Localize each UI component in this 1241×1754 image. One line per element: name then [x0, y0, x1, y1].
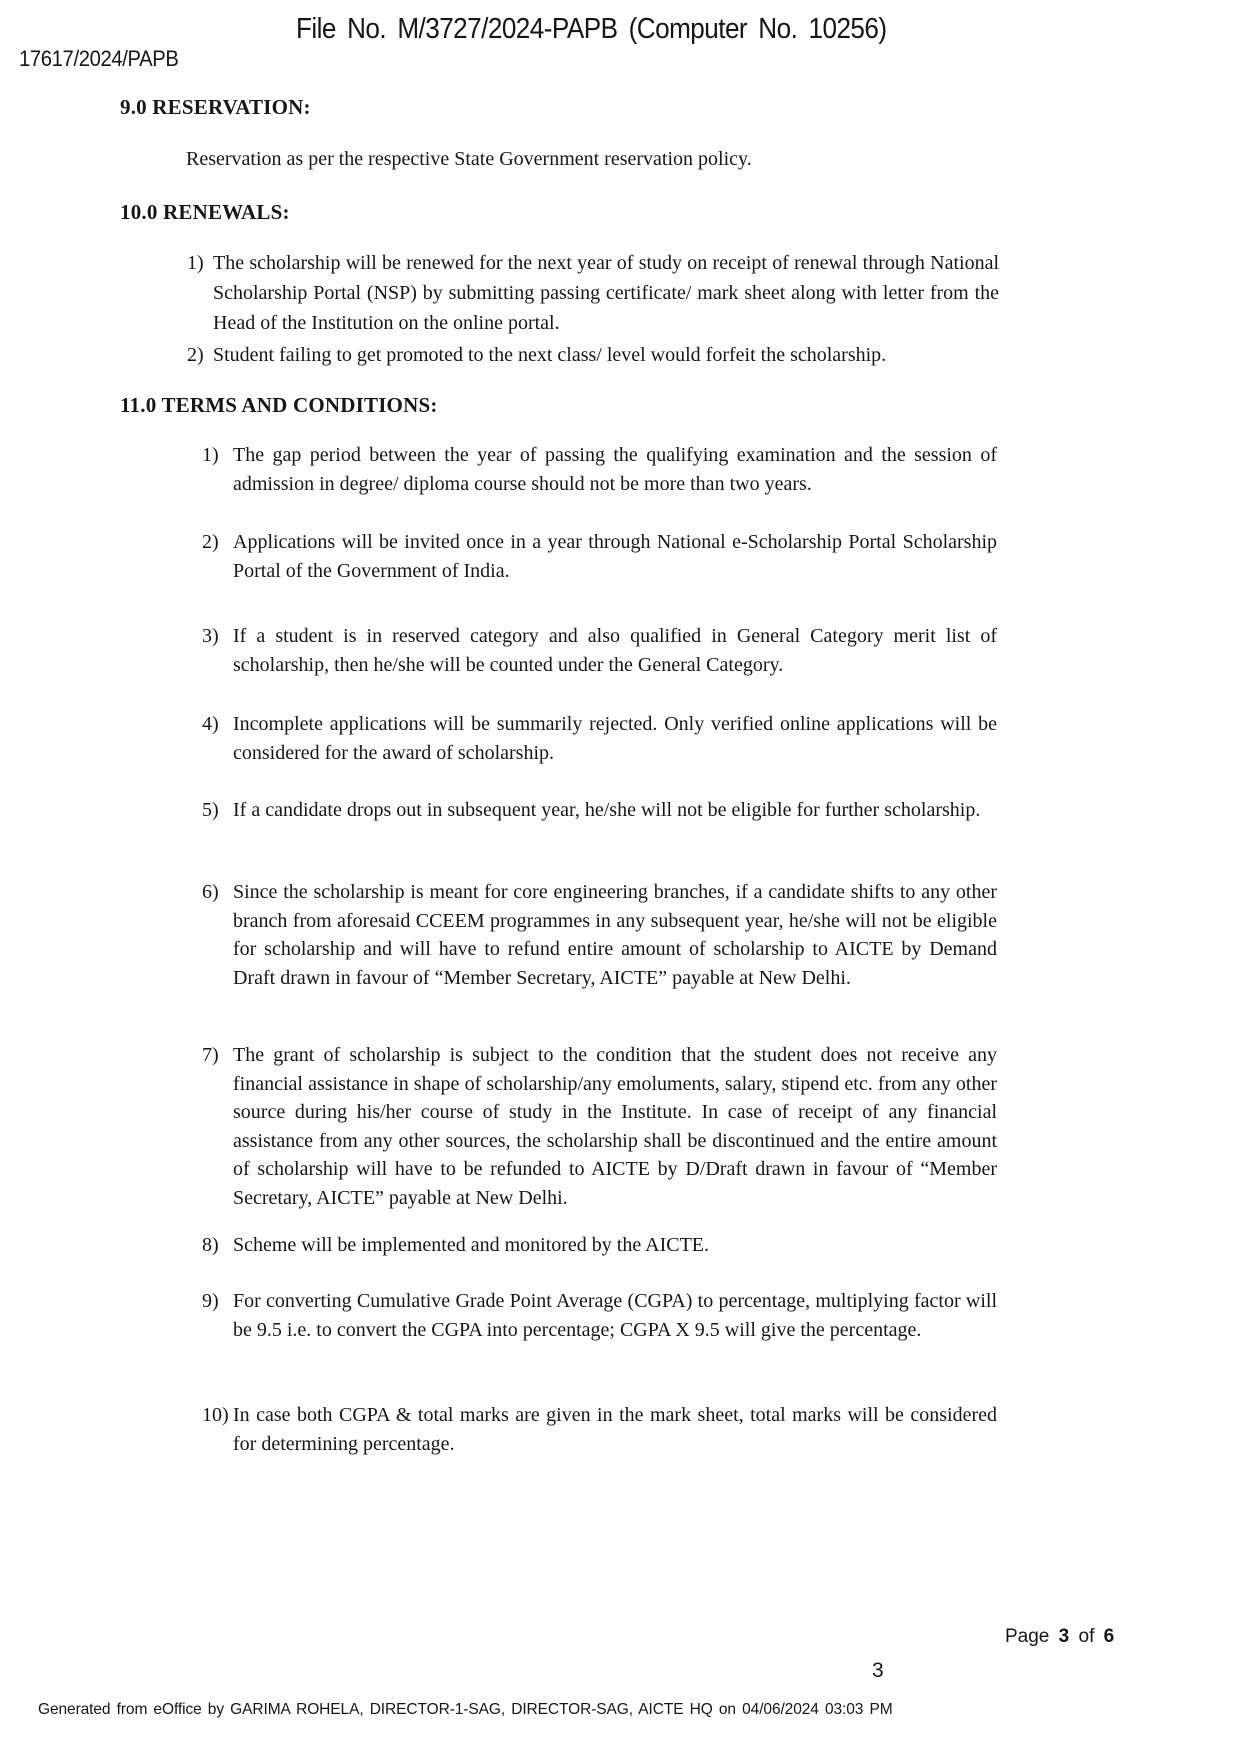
list-text: Incomplete applications will be summarily rejected. Only verified online applications will be considered for the award of scholarship. [233, 713, 997, 764]
list-text: In case both CGPA & total marks are given in the mark sheet, total marks will be considered for determining percentage. [233, 1404, 997, 1455]
list-text: If a student is in reserved category and also qualified in General Category merit list of scholarship, then he/she will be counted under the General Category. [233, 625, 997, 676]
list-item [202, 528, 997, 585]
list-text: If a candidate drops out in subsequent year, he/she will not be eligible for further scholarship. [233, 799, 981, 821]
list-marker: 2) [202, 531, 219, 553]
page-label-of: of [1078, 1626, 1095, 1647]
list-item [202, 1231, 997, 1260]
list-item [202, 710, 997, 767]
list-item [202, 1401, 997, 1458]
list-text: Since the scholarship is meant for core engineering branches, if a candidate shifts to any other branch from aforesaid CCEEM programmes in any subsequent year, he/she will not be eligible for scholarship and will have to refund entire amount of scholarship to AICTE by Demand Draft drawn in favour of “Member Secretary, AICTE” payable at New Delhi. [233, 881, 997, 989]
list-marker: 7) [202, 1044, 219, 1066]
list-marker: 3) [202, 625, 219, 647]
list-marker: 10) [202, 1404, 229, 1426]
list-text: The gap period between the year of passing the qualifying examination and the session of admission in degree/ diploma course should not be more than two years. [233, 444, 997, 495]
list-item [202, 878, 997, 992]
section-heading-terms: 11.0 TERMS AND CONDITIONS: [120, 393, 438, 417]
list-marker: 2) [187, 344, 204, 366]
page-current: 3 [1058, 1626, 1070, 1647]
list-marker: 1) [202, 444, 219, 466]
list-text: Student failing to get promoted to the next class/ level would forfeit the scholarship. [213, 344, 887, 366]
file-number-header: File No. M/3727/2024-PAPB (Computer No. 10256) [296, 13, 887, 45]
section-heading-reservation: 9.0 RESERVATION: [120, 95, 311, 119]
list-text: Scheme will be implemented and monitored by the AICTE. [233, 1234, 710, 1256]
list-item [202, 796, 997, 825]
list-item [202, 1041, 997, 1212]
eoffice-generated-line: Generated from eOffice by GARIMA ROHELA, DIRECTOR-1-SAG, DIRECTOR-SAG, AICTE HQ on 04/06/2024 03:03 PM [38, 1701, 893, 1718]
list-item [202, 1287, 997, 1344]
page-x-of-y-label [1005, 1626, 1114, 1648]
reservation-paragraph: Reservation as per the respective State Government reservation policy. [186, 148, 752, 170]
page-number: 3 [872, 1659, 884, 1682]
list-marker: 5) [202, 799, 219, 821]
list-text: For converting Cumulative Grade Point Average (CGPA) to percentage, multiplying factor will be 9.5 i.e. to convert the CGPA into percentage; CGPA X 9.5 will give the percentage. [233, 1290, 997, 1341]
reference-number: 17617/2024/PAPB [19, 46, 179, 71]
list-item [187, 248, 999, 338]
page-total: 6 [1103, 1626, 1115, 1647]
list-item [187, 340, 999, 370]
list-text: The grant of scholarship is subject to the condition that the student does not receive any financial assistance in shape of scholarship/any emoluments, salary, stipend etc. from any other source during his/her course of study in the Institute. In case of receipt of any financial assistance from any other sources, the scholarship shall be discontinued and the entire amount of scholarship will have to be refunded to AICTE by D/Draft drawn in favour of “Member Secretary, AICTE” payable at New Delhi. [233, 1044, 997, 1209]
list-text: Applications will be invited once in a year through National e-Scholarship Portal Scholarship Portal of the Government of India. [233, 531, 997, 582]
section-heading-renewals: 10.0 RENEWALS: [120, 200, 290, 224]
list-text: The scholarship will be renewed for the next year of study on receipt of renewal through National Scholarship Portal (NSP) by submitting passing certificate/ mark sheet along with letter from the Head of the Institution on the online portal. [213, 252, 999, 334]
list-marker: 6) [202, 881, 219, 903]
list-marker: 4) [202, 713, 219, 735]
list-item [202, 622, 997, 679]
list-item [202, 441, 997, 498]
list-marker: 1) [187, 252, 204, 274]
list-marker: 9) [202, 1290, 219, 1312]
list-marker: 8) [202, 1234, 219, 1256]
page-label-prefix: Page [1005, 1626, 1050, 1647]
